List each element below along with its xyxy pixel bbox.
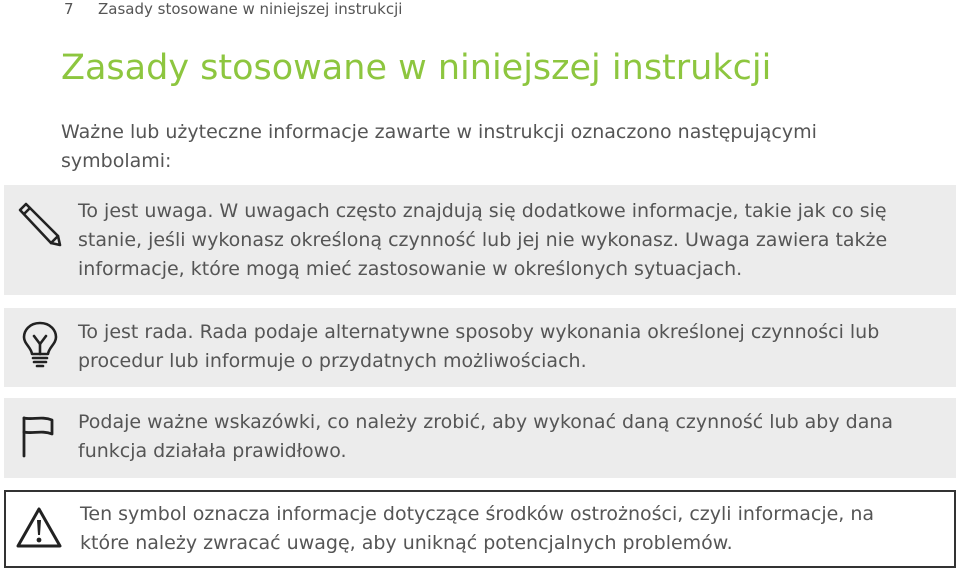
lightbulb-icon — [20, 320, 60, 368]
caution-text: Ten symbol oznacza informacje dotyczące środków ostrożności, czyli informacje, na które należy zwracać uwagę, aby uniknąć potencjalnych problemów. — [80, 503, 875, 554]
page-title: Zasady stosowane w niniejszej instrukcji — [61, 48, 772, 88]
warning-triangle-icon — [16, 506, 62, 548]
intro-paragraph: Ważne lub użyteczne informacje zawarte w instrukcji oznaczono następującymi symbolami: — [61, 121, 817, 172]
note-box — [4, 185, 956, 295]
important-box — [4, 398, 956, 478]
flag-icon — [18, 414, 58, 458]
running-title: Zasady stosowane w niniejszej instrukcji — [98, 0, 403, 18]
page-number: 7 — [64, 0, 74, 18]
note-text: To jest uwaga. W uwagach często znajdują się dodatkowe informacje, takie jak co się stanie, jeśli wykonasz określoną czynność lub jej nie wykonasz. Uwaga zawiera także informacje, które mogą mieć zastosowanie w określonych sytuacjach. — [78, 200, 888, 280]
important-text: Podaje ważne wskazówki, co należy zrobić, aby wykonać daną czynność lub aby dana funkcja działała prawidłowo. — [78, 411, 894, 462]
pencil-icon — [16, 201, 62, 247]
tip-box — [4, 308, 956, 387]
caution-box — [4, 490, 956, 568]
page-header — [64, 0, 402, 18]
tip-text: To jest rada. Rada podaje alternatywne sposoby wykonania określonej czynności lub procedur lub informuje o przydatnych możliwościach. — [78, 321, 880, 372]
